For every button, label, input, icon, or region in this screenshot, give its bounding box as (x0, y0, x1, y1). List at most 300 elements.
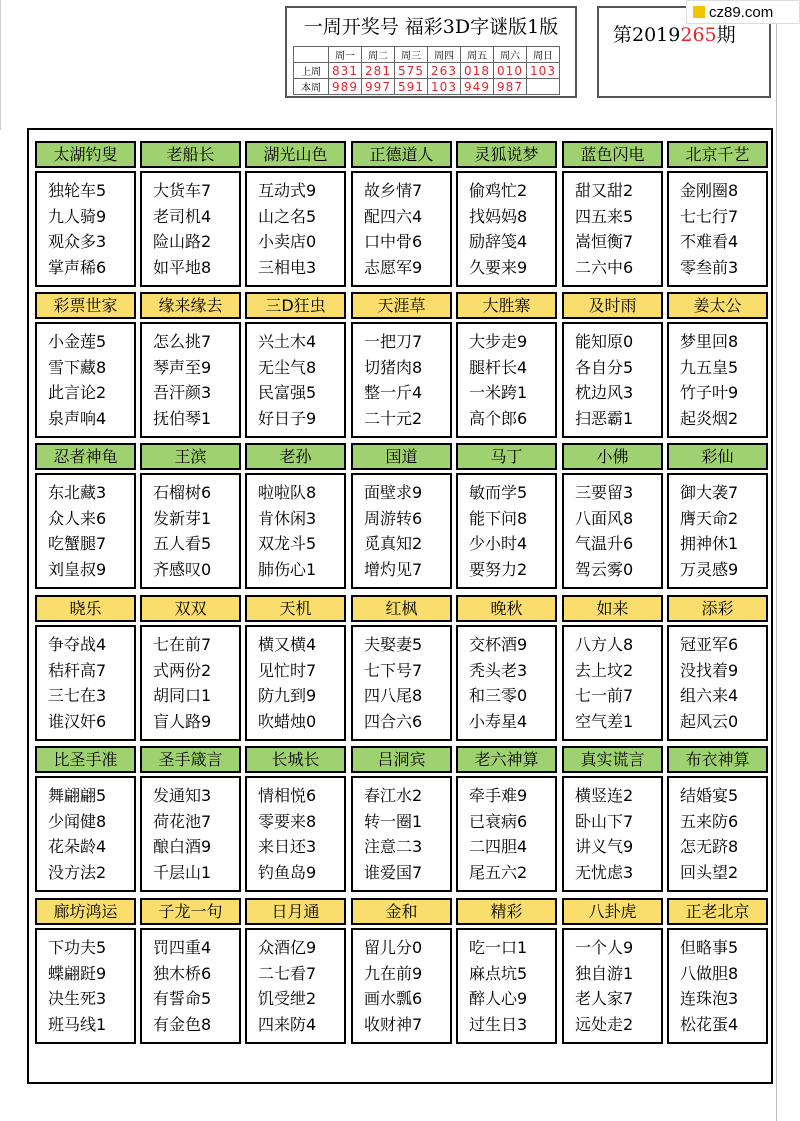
riddle-line: 能知原0 (575, 332, 634, 351)
riddle-card (562, 595, 663, 741)
riddle-card-title: 长城长 (245, 746, 346, 773)
riddle-line: 偷鸡忙2 (469, 181, 528, 200)
riddle-line: 讲义气9 (575, 837, 634, 856)
riddle-line: 冠亚军6 (680, 635, 739, 654)
riddle-card (140, 141, 241, 287)
riddle-card-body (35, 171, 136, 287)
draw-value: 103 (527, 63, 560, 79)
riddle-card-title: 国道 (351, 443, 452, 470)
riddle-line: 回头望2 (680, 862, 739, 882)
draw-results-table (293, 46, 560, 95)
riddle-card-title: 湖光山色 (245, 141, 346, 168)
weekday-cell: 周四 (428, 47, 461, 63)
riddle-line: 横又横4 (258, 635, 317, 654)
riddle-line: 东北藏3 (48, 483, 107, 502)
riddle-card (456, 898, 557, 1044)
riddle-line: 胡同口1 (153, 686, 212, 705)
draw-results-panel (285, 6, 577, 98)
riddle-line: 怎无跻8 (680, 837, 739, 856)
watermark-text: cz89.com (709, 3, 774, 21)
riddle-line: 七七行7 (680, 206, 739, 226)
riddle-card-body (667, 776, 768, 892)
riddle-line: 收财神7 (364, 1014, 423, 1034)
riddle-line: 如平地8 (153, 257, 212, 277)
riddle-card-body (351, 625, 452, 741)
riddle-line: 要努力2 (469, 559, 528, 579)
riddle-line: 抚伯琴1 (153, 408, 212, 428)
riddle-line: 面壁求9 (364, 483, 423, 502)
this-week-row (294, 79, 560, 95)
riddle-card (456, 443, 557, 589)
riddle-line: 空气差1 (575, 711, 634, 731)
riddle-card-body (667, 625, 768, 741)
riddle-card-title: 金和 (351, 898, 452, 925)
draw-value: 281 (362, 63, 395, 79)
riddle-card-title: 大胜寨 (456, 292, 557, 319)
riddle-card-title: 添彩 (667, 595, 768, 622)
riddle-line: 少闻健8 (48, 811, 107, 831)
weekday-cell: 周一 (329, 47, 362, 63)
riddle-card (456, 292, 557, 438)
riddle-line: 九五皇5 (680, 357, 739, 377)
riddle-line: 钓鱼岛9 (258, 862, 317, 882)
riddle-line: 四五来5 (575, 206, 634, 226)
riddle-line: 松花蛋4 (680, 1014, 739, 1034)
riddle-line: 增灼见7 (364, 559, 423, 579)
row-label: 上周 (294, 63, 329, 79)
riddle-line: 五人看5 (153, 534, 212, 553)
riddle-line: 麻点坑5 (469, 963, 528, 983)
riddle-card (140, 443, 241, 589)
riddle-card-title: 吕洞宾 (351, 746, 452, 773)
riddle-card (667, 141, 768, 287)
riddle-line: 独木桥6 (153, 963, 212, 983)
riddle-line: 险山路2 (153, 232, 212, 251)
riddle-line: 扫恶霸1 (575, 408, 634, 428)
riddle-line: 起风云0 (680, 711, 739, 731)
riddle-line: 七一前7 (575, 686, 634, 705)
riddle-card-body (245, 171, 346, 287)
riddle-card (35, 141, 136, 287)
riddle-line: 八面风8 (575, 508, 634, 528)
riddle-card-body (456, 322, 557, 438)
riddle-card-body (351, 928, 452, 1044)
riddle-line: 远处走2 (575, 1014, 634, 1034)
riddle-line: 谁汉奸6 (48, 711, 107, 731)
riddle-line: 蝶翩跹9 (48, 963, 107, 983)
riddle-card-body (245, 776, 346, 892)
riddle-card (456, 595, 557, 741)
riddle-card-body (351, 322, 452, 438)
riddle-line: 尾五六2 (469, 862, 528, 882)
riddle-line: 结婚宴5 (680, 786, 739, 805)
riddle-card-title: 晚秋 (456, 595, 557, 622)
riddle-line: 谁爱国7 (364, 862, 423, 882)
riddle-line: 甜又甜2 (575, 181, 634, 200)
riddle-line: 此言论2 (48, 383, 107, 402)
riddle-card-body (456, 928, 557, 1044)
riddle-line: 零要来8 (258, 811, 317, 831)
riddle-line: 民富强5 (258, 383, 317, 402)
riddle-line: 各自分5 (575, 357, 634, 377)
draw-value: 575 (395, 63, 428, 79)
riddle-line: 山之名5 (258, 206, 317, 226)
riddle-line: 秸秆高7 (48, 660, 107, 680)
riddle-line: 交杯酒9 (469, 635, 528, 654)
riddle-line: 切猪肉8 (364, 357, 423, 377)
riddle-line: 老司机4 (153, 206, 212, 226)
weekday-cell: 周二 (362, 47, 395, 63)
riddle-line: 二七看7 (258, 963, 317, 983)
draw-value: 987 (494, 79, 527, 95)
riddle-line: 大步走9 (469, 332, 528, 351)
riddle-card (140, 292, 241, 438)
riddle-card-body (245, 322, 346, 438)
riddle-line: 三七在3 (48, 686, 107, 705)
riddle-card (351, 292, 452, 438)
riddle-card-title: 老船长 (140, 141, 241, 168)
riddle-card-body (667, 928, 768, 1044)
right-edge-line (776, 0, 777, 1121)
riddle-card-title: 小佛 (562, 443, 663, 470)
riddle-card-title: 马丁 (456, 443, 557, 470)
riddle-card (351, 746, 452, 892)
riddle-card-body (140, 322, 241, 438)
weekday-cell: 周五 (461, 47, 494, 63)
riddle-card-title: 精彩 (456, 898, 557, 925)
riddle-line: 荷花池7 (153, 811, 212, 831)
issue-number-red: 265 (680, 24, 717, 46)
riddle-line: 小金莲5 (48, 332, 107, 351)
riddle-line: 互动式9 (258, 181, 317, 200)
weekday-row (294, 47, 560, 63)
riddle-card (667, 746, 768, 892)
riddle-line: 卧山下7 (575, 811, 634, 831)
riddle-line: 见忙时7 (258, 660, 317, 680)
riddle-line: 梦里回8 (680, 332, 739, 351)
riddle-card-title: 忍者神龟 (35, 443, 136, 470)
riddle-line: 和三零0 (469, 686, 528, 705)
riddle-card-body (456, 171, 557, 287)
riddle-line: 故乡情7 (364, 181, 423, 200)
riddle-card (667, 443, 768, 589)
riddle-line: 春江水2 (364, 786, 423, 805)
riddle-card-title: 正德道人 (351, 141, 452, 168)
riddle-card-body (351, 473, 452, 589)
riddle-line: 众人来6 (48, 508, 107, 528)
riddle-card-body (562, 473, 663, 589)
riddle-card-title: 天机 (245, 595, 346, 622)
riddle-line: 下功夫5 (48, 938, 107, 957)
riddle-line: 口中骨6 (364, 232, 423, 251)
riddle-line: 独自游1 (575, 963, 634, 983)
riddle-line: 高个郎6 (469, 408, 528, 428)
riddle-card (245, 141, 346, 287)
riddle-line: 小寿星4 (469, 711, 528, 731)
riddle-card-body (667, 473, 768, 589)
weekday-cell: 周六 (494, 47, 527, 63)
riddle-card-title: 天涯草 (351, 292, 452, 319)
riddle-card (35, 292, 136, 438)
riddle-line: 吃蟹腿7 (48, 534, 107, 553)
riddle-card-title: 廊坊鸿运 (35, 898, 136, 925)
riddle-line: 已衰病6 (469, 811, 528, 831)
riddle-line: 枕边风3 (575, 383, 634, 402)
riddle-line: 膺天命2 (680, 508, 739, 528)
draw-value: 103 (428, 79, 461, 95)
riddle-card (667, 595, 768, 741)
riddle-line: 七在前7 (153, 635, 212, 654)
riddle-card-body (667, 322, 768, 438)
riddle-line: 驾云雾0 (575, 559, 634, 579)
riddle-card-body (140, 625, 241, 741)
riddle-card (456, 746, 557, 892)
riddle-line: 八方人8 (575, 635, 634, 654)
riddle-card (35, 595, 136, 741)
riddle-line: 饥受绁2 (258, 989, 317, 1008)
riddle-line: 腿杆长4 (469, 357, 528, 377)
riddle-card (667, 292, 768, 438)
riddle-line: 找妈妈8 (469, 206, 528, 226)
riddle-line: 式两份2 (153, 660, 212, 680)
draw-value: 989 (329, 79, 362, 95)
riddle-card-body (245, 473, 346, 589)
watermark-square-icon (693, 6, 705, 18)
riddle-card-title: 双双 (140, 595, 241, 622)
riddle-line: 四来防4 (258, 1014, 317, 1034)
riddle-card-title: 王滨 (140, 443, 241, 470)
riddle-line: 注意二3 (364, 837, 423, 856)
riddle-card-title: 缘来缘去 (140, 292, 241, 319)
riddle-card (140, 746, 241, 892)
riddle-line: 觅真知2 (364, 534, 423, 553)
riddle-line: 二十元2 (364, 408, 423, 428)
riddle-line: 小卖店0 (258, 232, 317, 251)
riddle-card-body (456, 776, 557, 892)
riddle-card-title: 三D狂虫 (245, 292, 346, 319)
weekday-cell: 周三 (395, 47, 428, 63)
riddle-line: 四合六6 (364, 711, 423, 731)
riddle-line: 八做胆8 (680, 963, 739, 983)
riddle-line: 不难看4 (680, 232, 739, 251)
riddle-card-title: 蓝色闪电 (562, 141, 663, 168)
riddle-card (35, 898, 136, 1044)
draw-value: 010 (494, 63, 527, 79)
riddle-line: 情相悦6 (258, 786, 317, 805)
riddle-line: 没找着9 (680, 660, 739, 680)
riddle-line: 三要留3 (575, 483, 634, 502)
riddle-card (351, 898, 452, 1044)
riddle-card (140, 595, 241, 741)
riddle-card-title: 圣手箴言 (140, 746, 241, 773)
riddle-card (456, 141, 557, 287)
riddle-card (562, 898, 663, 1044)
riddle-line: 争夺战4 (48, 635, 107, 654)
riddle-line: 吹蜡烛0 (258, 711, 317, 731)
riddle-line: 志愿军9 (364, 257, 423, 277)
riddle-card-body (562, 776, 663, 892)
riddle-card-title: 北京千艺 (667, 141, 768, 168)
riddle-card-body (140, 473, 241, 589)
riddle-card-title: 八卦虎 (562, 898, 663, 925)
riddle-line: 啦啦队8 (258, 483, 317, 502)
draw-value: 949 (461, 79, 494, 95)
riddle-line: 观众多3 (48, 232, 107, 251)
riddle-card-body (562, 171, 663, 287)
riddle-card-body (35, 928, 136, 1044)
riddle-card-body (35, 776, 136, 892)
riddle-card-body (35, 473, 136, 589)
riddle-line: 来日还3 (258, 837, 317, 856)
riddle-card (562, 443, 663, 589)
riddle-card-title: 红枫 (351, 595, 452, 622)
riddle-line: 怎么挑7 (153, 332, 212, 351)
issue-suffix: 期 (716, 24, 736, 46)
draw-value: 997 (362, 79, 395, 95)
riddle-line: 双龙斗5 (258, 534, 317, 553)
riddle-line: 夫娶妻5 (364, 635, 423, 654)
riddle-line: 嵩恒衡7 (575, 232, 634, 251)
riddle-line: 但略事5 (680, 938, 739, 957)
riddle-card (245, 443, 346, 589)
riddle-line: 琴声至9 (153, 357, 212, 377)
riddle-line: 刘皇叔9 (48, 559, 107, 579)
riddle-line: 敏而学5 (469, 483, 528, 502)
riddle-line: 掌声稀6 (48, 257, 107, 277)
riddle-card-title: 正老北京 (667, 898, 768, 925)
riddle-line: 励辞笺4 (469, 232, 528, 251)
riddle-line: 周游转6 (364, 508, 423, 528)
riddle-line: 一米跨1 (469, 383, 528, 402)
draw-value: 263 (428, 63, 461, 79)
riddle-line: 盲人路9 (153, 711, 212, 731)
riddle-card-title: 灵狐说梦 (456, 141, 557, 168)
riddle-card (562, 292, 663, 438)
riddle-line: 石榴树6 (153, 483, 212, 502)
riddle-line: 齐感叹0 (153, 559, 212, 579)
riddle-line: 配四六4 (364, 206, 423, 226)
riddle-card-title: 如来 (562, 595, 663, 622)
riddle-line: 四八尾8 (364, 686, 423, 705)
riddle-card-body (35, 322, 136, 438)
riddle-card-body (140, 928, 241, 1044)
riddle-line: 少小时4 (469, 534, 528, 553)
riddle-line: 久要来9 (469, 257, 528, 277)
riddle-line: 罚四重4 (153, 938, 212, 957)
riddle-line: 二四胆4 (469, 837, 528, 856)
riddle-card-title: 晓乐 (35, 595, 136, 622)
riddle-line: 发新芽1 (153, 508, 212, 528)
riddle-line: 酿白酒9 (153, 837, 212, 856)
riddle-line: 独轮车5 (48, 181, 107, 200)
issue-number (613, 20, 736, 47)
riddle-line: 没方法2 (48, 862, 107, 882)
row-label: 本周 (294, 79, 329, 95)
riddle-line: 能下问8 (469, 508, 528, 528)
riddle-line: 舞翩翩5 (48, 786, 107, 805)
riddle-line: 吾汗颜3 (153, 383, 212, 402)
riddle-line: 去上坟2 (575, 660, 634, 680)
riddle-card (351, 595, 452, 741)
riddle-line: 兴土木4 (258, 332, 317, 351)
riddle-line: 雪下藏8 (48, 357, 107, 377)
riddle-line: 花朵龄4 (48, 837, 107, 856)
page-title: 一周开奖号 福彩3D字谜版1版 (303, 16, 559, 38)
riddle-card-title: 及时雨 (562, 292, 663, 319)
riddle-card (140, 898, 241, 1044)
riddle-card-body (35, 625, 136, 741)
riddle-line: 一个人9 (575, 938, 634, 957)
riddle-line: 牵手难9 (469, 786, 528, 805)
riddle-line: 老人家7 (575, 989, 634, 1008)
riddle-line: 无忧虑3 (575, 862, 634, 882)
riddle-card-body (562, 625, 663, 741)
riddle-card (245, 292, 346, 438)
draw-value: 591 (395, 79, 428, 95)
riddle-card-body (562, 322, 663, 438)
riddle-line: 五来防6 (680, 811, 739, 831)
riddle-card-body (245, 625, 346, 741)
riddle-card (562, 746, 663, 892)
riddle-line: 万灵感9 (680, 559, 739, 579)
riddle-line: 吃一口1 (469, 938, 528, 957)
riddle-card-body (667, 171, 768, 287)
riddle-line: 秃头老3 (469, 660, 528, 680)
riddle-line: 金刚圈8 (680, 181, 739, 200)
riddle-line: 气温升6 (575, 534, 634, 553)
riddle-line: 竹子叶9 (680, 383, 739, 402)
riddle-card-title: 真实谎言 (562, 746, 663, 773)
riddle-line: 留儿分0 (364, 938, 423, 957)
riddle-line: 醉人心9 (469, 989, 528, 1008)
riddle-line: 连珠泡3 (680, 989, 739, 1008)
riddle-card-body (562, 928, 663, 1044)
riddle-line: 横竖连2 (575, 786, 634, 805)
riddle-card-body (456, 625, 557, 741)
riddle-card (667, 898, 768, 1044)
riddle-card-title: 姜太公 (667, 292, 768, 319)
riddle-card-body (456, 473, 557, 589)
riddle-line: 决生死3 (48, 989, 107, 1008)
riddle-line: 千层山1 (153, 862, 212, 882)
riddle-line: 三相电3 (258, 257, 317, 277)
draw-value (527, 79, 560, 95)
riddle-card-body (140, 171, 241, 287)
riddle-line: 泉声响4 (48, 408, 107, 428)
riddle-card-body (245, 928, 346, 1044)
riddle-line: 有誓命5 (153, 989, 212, 1008)
riddle-card (35, 746, 136, 892)
watermark (686, 0, 800, 24)
riddle-line: 一把刀7 (364, 332, 423, 351)
riddle-line: 有金色8 (153, 1014, 212, 1034)
riddle-line: 整一斤4 (364, 383, 423, 402)
riddle-line: 九在前9 (364, 963, 423, 983)
riddle-card (351, 443, 452, 589)
issue-prefix: 第2019 (613, 24, 681, 46)
riddle-card (245, 898, 346, 1044)
corner-cell (294, 47, 329, 63)
riddle-line: 发通知3 (153, 786, 212, 805)
riddle-card-title: 太湖钓叟 (35, 141, 136, 168)
riddle-card (35, 443, 136, 589)
riddle-line: 七下号7 (364, 660, 423, 680)
riddle-card-title: 子龙一句 (140, 898, 241, 925)
left-edge-line (0, 0, 1, 130)
riddle-card-title: 老孙 (245, 443, 346, 470)
riddle-card-title: 日月通 (245, 898, 346, 925)
riddle-card (562, 141, 663, 287)
